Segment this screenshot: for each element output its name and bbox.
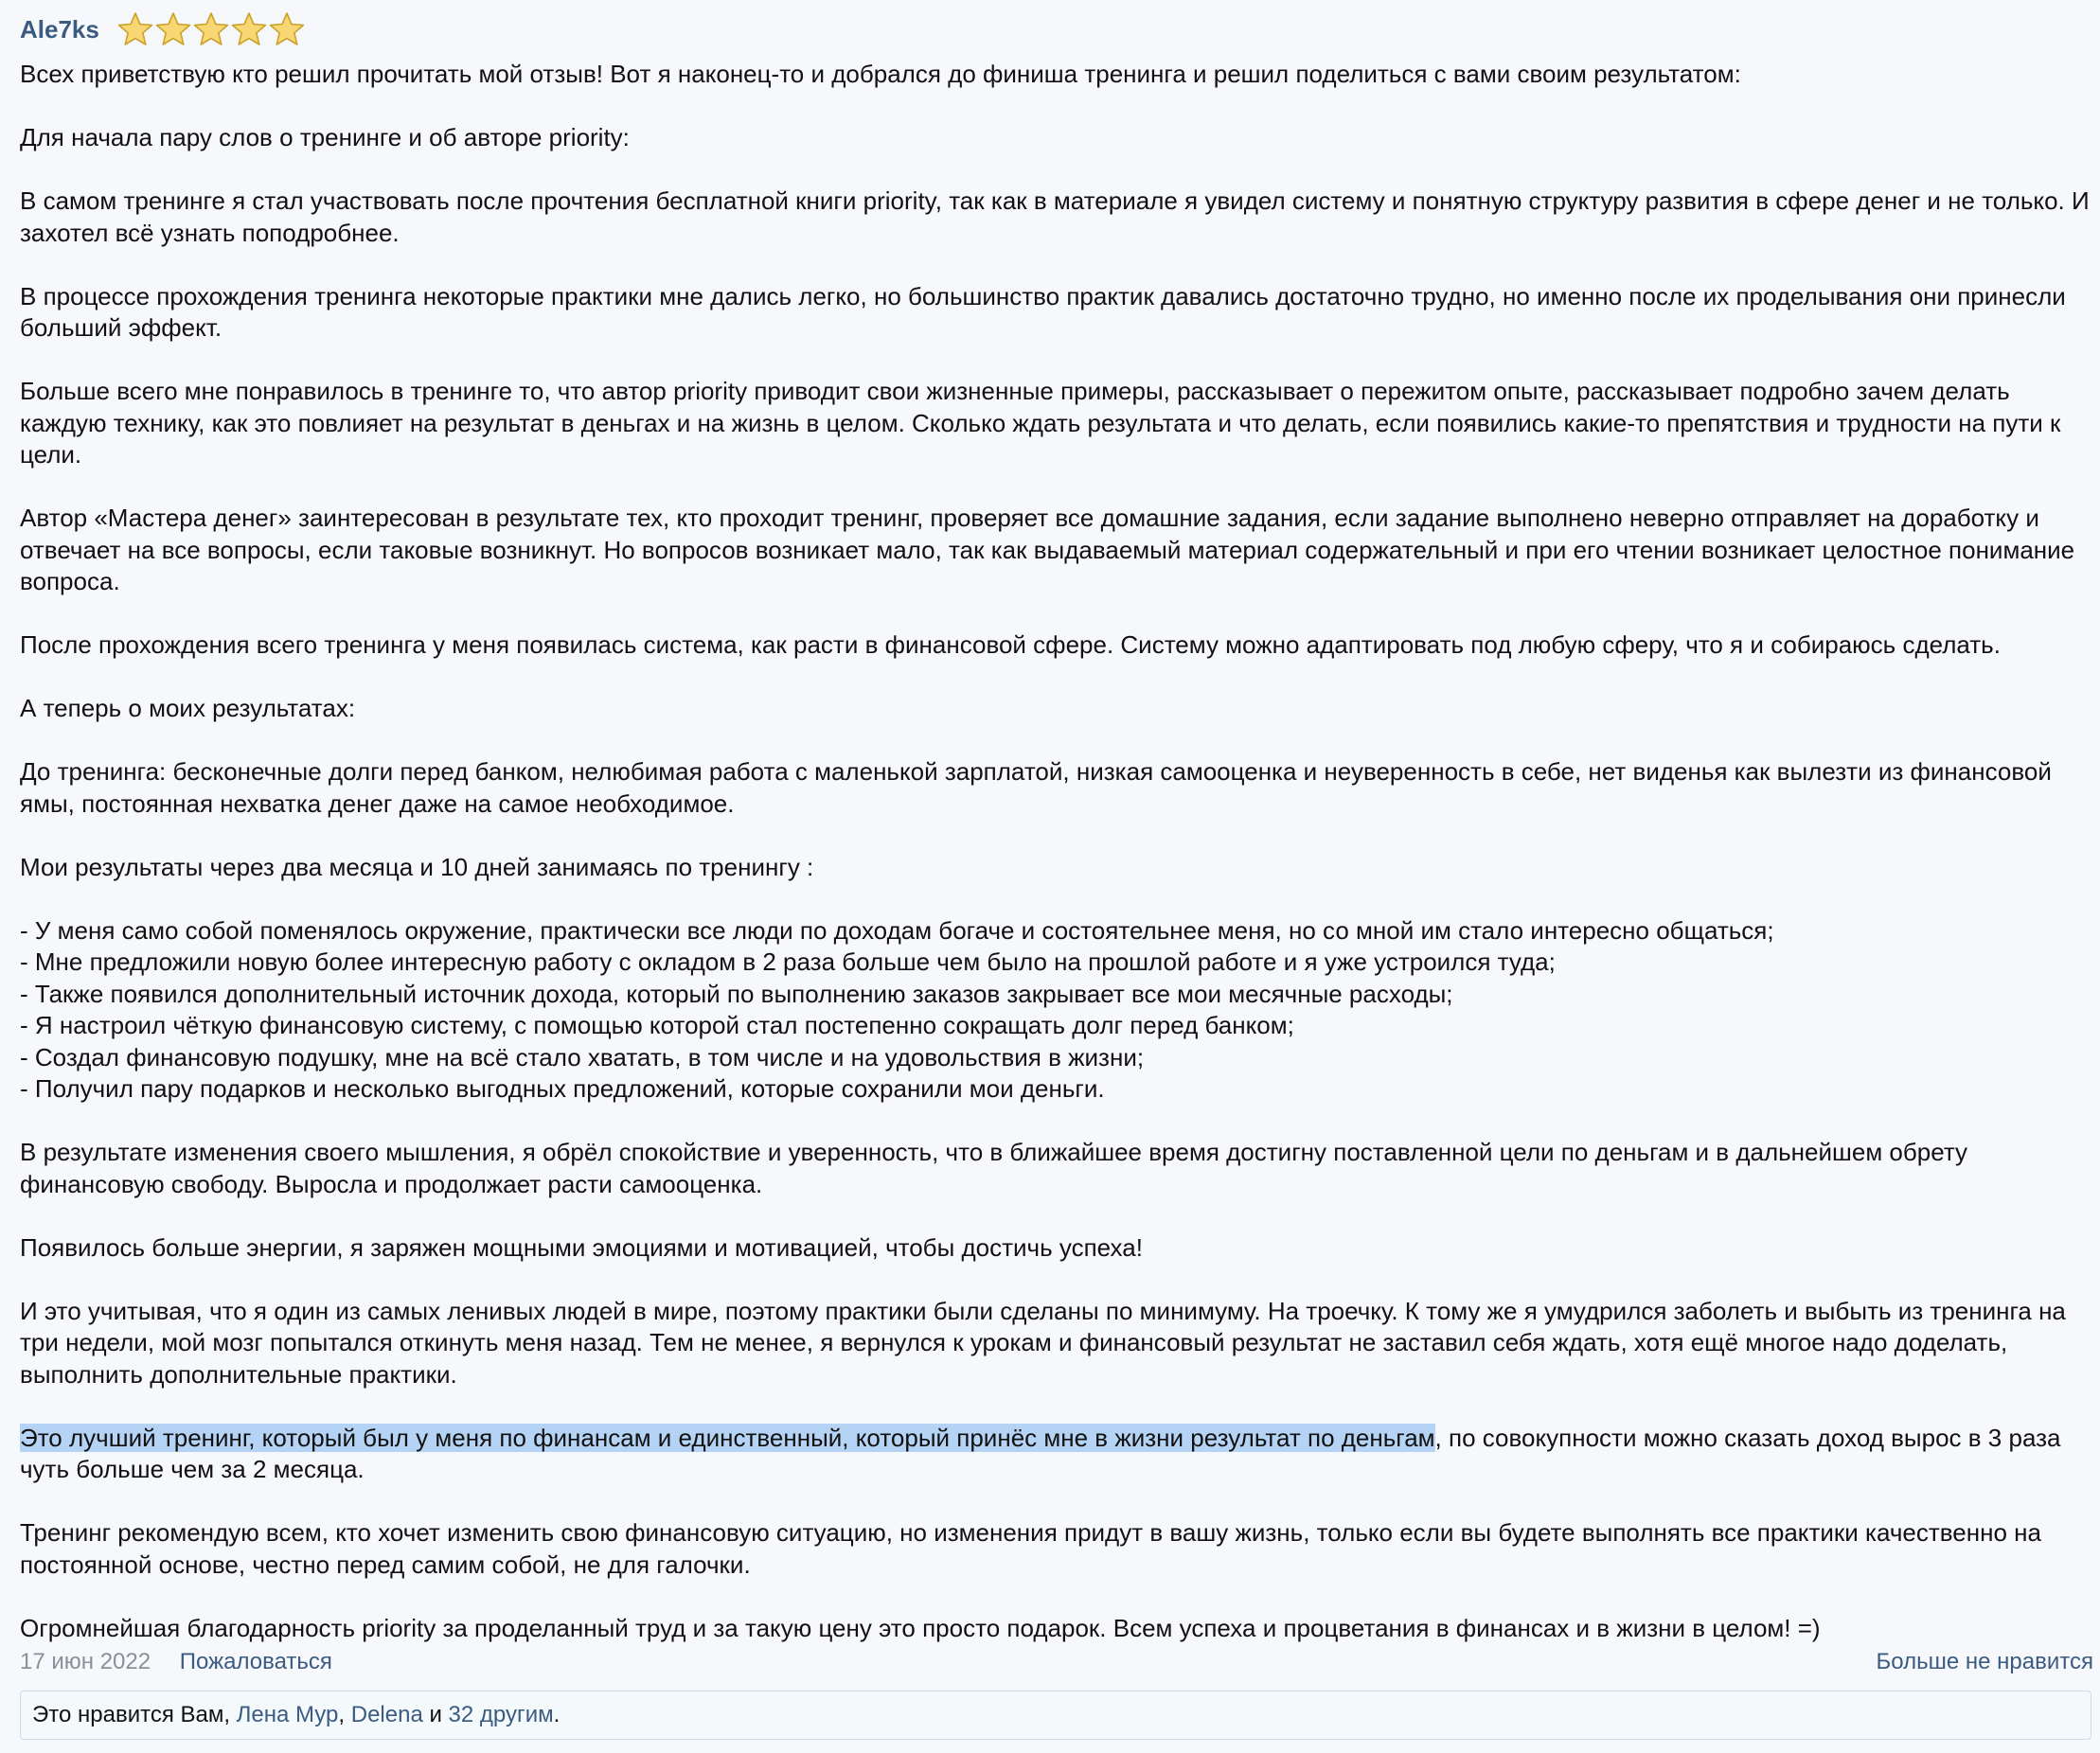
review-paragraph: Огромнейшая благодарность priority за проделанный труд и за такую цену это просто подарок. Всем успеха и процветания в финансах и в жизни в целом! =) xyxy=(20,1613,1821,1642)
star-icon xyxy=(268,10,306,48)
result-item: - Также появился дополнительный источник дохода, который по выполнению заказов закрывает все мои месячные расходы; xyxy=(20,979,1453,1008)
result-item: - Мне предложили новую более интересную работу с окладом в 2 раза больше чем было на прошлой работе и я уже устроился туда; xyxy=(20,947,1556,976)
review-paragraph: И это учитывая, что я один из самых ленивых людей в мире, поэтому практики были сделаны по минимуму. На троечку. К тому же я умудрился заболеть и выбыть из тренинга на три недели, мой мозг попытался откинуть меня назад. Тем не менее, я вернулся к урокам и финансовый результат не заставил себя ждать, хотя ещё многое надо доделать, выполнить дополнительные практики. xyxy=(20,1296,2066,1389)
review-paragraph: Мои результаты через два месяца и 10 дней занимаясь по тренингу : xyxy=(20,852,814,881)
rating-stars xyxy=(116,10,306,48)
result-item: - У меня само собой поменялось окружение, практически все люди по доходам богаче и состоятельнее меня, но со мной им стало интересно общаться; xyxy=(20,915,1774,945)
review-paragraph: В процессе прохождения тренинга некоторые практики мне дались легко, но большинство практик давались достаточно трудно, но именно после их проделывания они принесли больший эффект. xyxy=(20,281,2066,342)
highlight-paragraph-rest: , по совокупности можно сказать доход вырос в 3 раза чуть больше чем за 2 месяца. xyxy=(20,1423,2061,1483)
liker-link-1[interactable]: Лена Мур xyxy=(236,1702,339,1727)
review-date: 17 июн 2022 xyxy=(20,1649,151,1674)
likes-others-link[interactable]: 32 другим xyxy=(448,1702,554,1727)
review-paragraph: Тренинг рекомендую всем, кто хочет изменить свою финансовую ситуацию, но изменения придут в вашу жизнь, только если вы будете выполнять все практики качественно на постоянной основе, честно перед самим собой, не для галочки. xyxy=(20,1518,2041,1579)
star-icon xyxy=(192,10,230,48)
star-icon xyxy=(154,10,192,48)
review-paragraph: В самом тренинге я стал участвовать после прочтения бесплатной книги priority, так как в материале я увидел систему и понятную структуру развития в сфере денег и не только. И захотел всё узнать поподробнее. xyxy=(20,186,2090,247)
review-paragraph: А теперь о моих результатах: xyxy=(20,694,356,722)
likes-separator: , xyxy=(338,1702,351,1727)
selected-text: Это лучший тренинг, который был у меня по финансам и единственный, который принёс мне в жизни результат по деньгам xyxy=(20,1423,1435,1452)
likes-separator: и xyxy=(422,1702,449,1727)
result-item: - Получил пару подарков и несколько выгодных предложений, которые сохранили мои деньги. xyxy=(20,1074,1105,1103)
review-header xyxy=(20,0,2093,59)
likes-prefix: Это нравится Вам, xyxy=(32,1702,237,1727)
review-paragraph: До тренинга: бесконечные долги перед банком, нелюбимая работа с маленькой зарплатой, низкая самооценка и неуверенность в себе, нет виденья как вылезти из финансовой ямы, постоянная нехватка денег даже на самое необходимое. xyxy=(20,757,2052,818)
likes-suffix: . xyxy=(553,1702,561,1727)
review-paragraph: Всех приветствую кто решил прочитать мой отзыв! Вот я наконец-то и добрался до финиша тренинга и решил поделиться с вами своим результатом: xyxy=(20,60,1741,88)
highlight-paragraph xyxy=(20,1423,2093,1486)
result-item: - Я настроил чёткую финансовую систему, с помощью которой стал постепенно сокращать долг перед банком; xyxy=(20,1011,1294,1039)
unlike-link[interactable]: Больше не нравится xyxy=(1876,1649,2093,1674)
review-paragraph: Больше всего мне понравилось в тренинге то, что автор priority приводит свои жизненные примеры, рассказывает о пережитом опыте, рассказывает подробно зачем делать каждую технику, как это повлияет на результат в деньгах и на жизнь в целом. Сколько ждать результата и что делать, если появились какие-то препятствия и трудности на пути к цели. xyxy=(20,377,2061,469)
report-link[interactable]: Пожаловаться xyxy=(179,1649,332,1674)
results-list xyxy=(20,915,2093,1106)
review-footer xyxy=(20,1645,2093,1679)
star-icon xyxy=(116,10,154,48)
review-card xyxy=(20,0,2093,1727)
review-paragraph: Для начала пару слов о тренинге и об авторе priority: xyxy=(20,123,630,151)
review-paragraph: Автор «Мастера денег» заинтересован в результате тех, кто проходит тренинг, проверяет все домашние задания, если задание выполнено неверно отправляет на доработку и отвечает на все вопросы, если таковые возникнут. Но вопросов возникает мало, так как выдаваемый материал содержательный и при его чтении возникает целостное понимание вопроса. xyxy=(20,504,2075,595)
review-paragraph: После прохождения всего тренинга у меня появилась система, как расти в финансовой сфере. Систему можно адаптировать под любую сферу, что я и собираюсь сделать. xyxy=(20,630,2001,659)
star-icon xyxy=(230,10,268,48)
likes-box xyxy=(20,1691,2091,1740)
result-item: - Создал финансовую подушку, мне на всё стало хватать, в том числе и на удовольствия в жизни; xyxy=(20,1042,1145,1071)
author-link[interactable]: Ale7ks xyxy=(20,14,99,44)
review-paragraph: В результате изменения своего мышления, я обрёл спокойствие и уверенность, что в ближайшее время достигну поставленной цели по деньгам и в дальнейшем обрету финансовую свободу. Выросла и продолжает расти самооценка. xyxy=(20,1138,1968,1198)
liker-link-2[interactable]: Delena xyxy=(350,1702,423,1727)
review-paragraph: Появилось больше энергии, я заряжен мощными эмоциями и мотивацией, чтобы достичь успеха! xyxy=(20,1232,1143,1262)
review-body xyxy=(20,59,2093,1644)
